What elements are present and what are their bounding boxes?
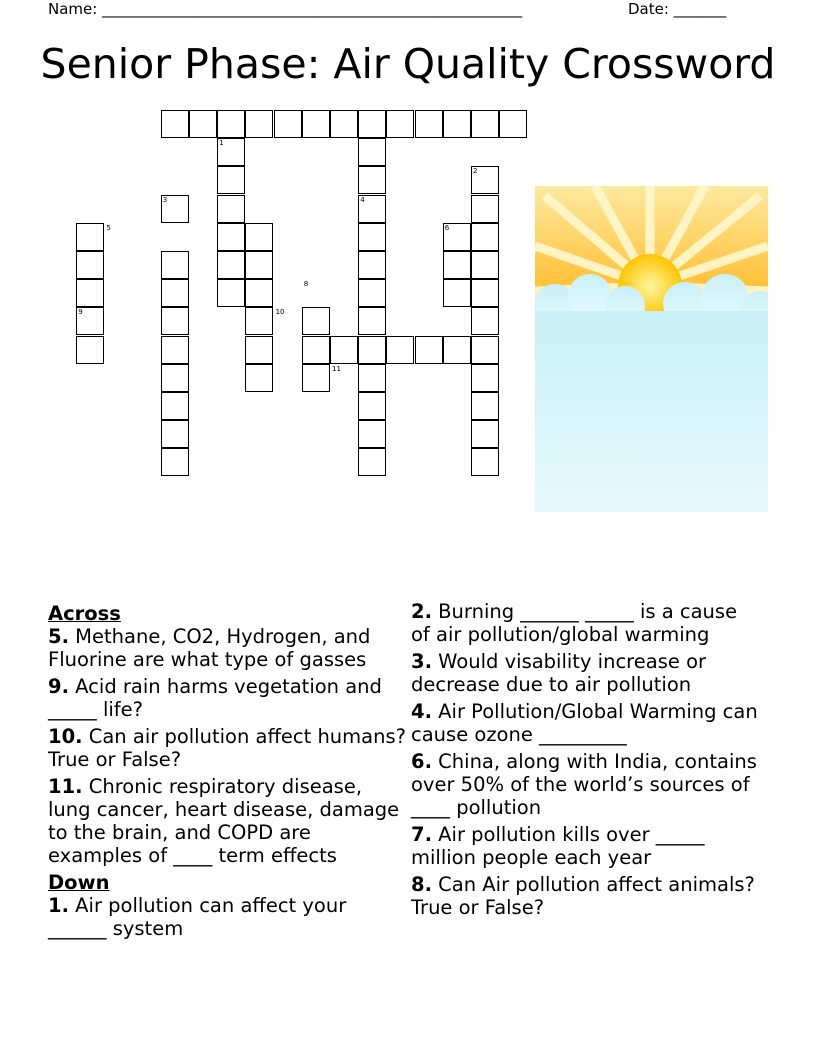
grid-cell[interactable] [245,223,273,251]
clue-item [411,823,761,869]
grid-cell[interactable] [443,251,471,279]
across-heading: Across [48,602,121,625]
grid-cell[interactable] [471,420,499,448]
grid-cell[interactable] [161,448,189,476]
grid-cell[interactable] [217,110,245,138]
clue-num: 9. [48,675,69,698]
clue-text: Air pollution kills over _____ million people each year [411,823,705,869]
clue-text: Chronic respiratory disease, lung cancer, heart disease, damage to the brain, and COPD are examples of ____ term effects [48,775,400,867]
grid-cell[interactable] [161,279,189,307]
clue-num: 11. [48,775,83,798]
grid-cell[interactable] [330,110,358,138]
clue-number: 10 [275,308,285,317]
grid-cell[interactable] [217,223,245,251]
grid-cell[interactable] [471,364,499,392]
clue-num: 10. [48,725,83,748]
clue-number: 1 [219,139,224,148]
clue-number: 2 [473,167,478,176]
clue-number: 4 [360,195,365,204]
clue-number: 3 [162,195,168,204]
grid-cell[interactable] [471,448,499,476]
clue-text: Would visability increase or decrease due to air pollution [411,650,707,696]
grid-cell[interactable] [245,364,273,392]
grid-cell[interactable] [471,336,499,364]
clue-item [48,775,408,867]
grid-cell[interactable] [245,279,273,307]
grid-cell[interactable] [443,110,471,138]
grid-cell[interactable] [471,195,499,223]
down-heading: Down [48,871,110,894]
grid-cell[interactable] [161,392,189,420]
clue-item [411,600,761,646]
grid-cell[interactable] [415,336,443,364]
grid-cell[interactable] [471,110,499,138]
grid-cell[interactable] [161,307,189,335]
grid-cell[interactable] [217,251,245,279]
clue-text: Burning ______ _____ is a cause of air pollution/global warming [411,600,738,646]
date-field[interactable]: Date: _______ [628,0,727,18]
grid-cell[interactable] [245,336,273,364]
clue-number: 5 [106,223,111,232]
grid-cell[interactable] [499,110,527,138]
clue-num: 1. [48,894,69,917]
clue-text: Air Pollution/Global Warming can cause ozone _________ [411,700,758,746]
grid-cell[interactable] [358,110,386,138]
clue-item [411,873,761,919]
grid-cell[interactable] [443,279,471,307]
clue-item [48,675,408,721]
sun-clouds-illustration [535,186,768,512]
grid-cell[interactable] [302,110,330,138]
grid-cell[interactable] [358,166,386,194]
name-field[interactable]: Name: ________________________________________________________ [48,0,523,18]
grid-cell[interactable] [358,392,386,420]
clues-column-2 [411,600,761,923]
grid-cell[interactable] [358,420,386,448]
grid-cell[interactable] [76,251,104,279]
grid-cell[interactable] [471,392,499,420]
clue-item [411,750,761,819]
grid-cell[interactable] [386,336,414,364]
grid-cell[interactable] [161,364,189,392]
clue-item [411,700,761,746]
clue-num: 8. [411,873,432,896]
clue-num: 3. [411,650,432,673]
grid-cell[interactable] [217,195,245,223]
grid-cell[interactable] [443,336,471,364]
clue-text: China, along with India, contains over 50% of the world’s sources of ____ pollution [411,750,757,819]
grid-cell[interactable] [274,110,302,138]
grid-cell[interactable] [217,166,245,194]
grid-cell[interactable] [245,110,273,138]
grid-cell[interactable] [386,110,414,138]
grid-cell[interactable] [245,251,273,279]
clue-num: 7. [411,823,432,846]
clue-num: 6. [411,750,432,773]
clue-item [48,725,408,771]
clue-number: 6 [444,223,450,232]
down-clue-list [48,894,408,940]
grid-cell[interactable] [358,307,386,335]
grid-cell[interactable] [358,364,386,392]
grid-cell[interactable] [161,110,189,138]
clue-number: 9 [78,308,83,317]
grid-cell[interactable] [471,223,499,251]
grid-cell[interactable] [76,279,104,307]
clue-text: Air pollution can affect your ______ system [48,894,347,940]
grid-cell[interactable] [471,307,499,335]
grid-cell[interactable] [330,336,358,364]
grid-cell[interactable] [471,279,499,307]
grid-cell[interactable] [245,307,273,335]
clue-num: 2. [411,600,432,623]
down-clue-list-continued [411,600,761,919]
grid-cell[interactable] [415,110,443,138]
clue-item [48,625,408,671]
grid-cell[interactable] [189,110,217,138]
clue-item [411,650,761,696]
grid-cell[interactable] [358,448,386,476]
grid-cell[interactable] [358,223,386,251]
clue-text: Can air pollution affect humans? True or False? [48,725,406,771]
grid-cell[interactable] [76,336,104,364]
grid-cell[interactable] [358,336,386,364]
clue-num: 4. [411,700,432,723]
grid-cell[interactable] [471,251,499,279]
grid-cell[interactable] [358,279,386,307]
grid-cell[interactable] [217,279,245,307]
grid-cell[interactable] [302,307,330,335]
page-title: Senior Phase: Air Quality Crossword [40,40,776,88]
grid-cell[interactable] [161,336,189,364]
clue-number: 8 [303,280,309,289]
clue-item [48,894,408,940]
grid-cell[interactable] [358,251,386,279]
grid-cell[interactable] [161,420,189,448]
across-clue-list [48,625,408,867]
grid-cell[interactable] [161,251,189,279]
clue-text: Methane, CO2, Hydrogen, and Fluorine are what type of gasses [48,625,371,671]
clues-column-1 [48,600,408,944]
clue-number: 11 [332,364,341,373]
grid-cell[interactable] [302,364,330,392]
grid-cell[interactable] [76,223,104,251]
clue-num: 5. [48,625,69,648]
grid-cell[interactable] [302,336,330,364]
clue-text: Can Air pollution affect animals? True or False? [411,873,755,919]
clue-text: Acid rain harms vegetation and _____ life? [48,675,382,721]
grid-cell[interactable] [358,138,386,166]
